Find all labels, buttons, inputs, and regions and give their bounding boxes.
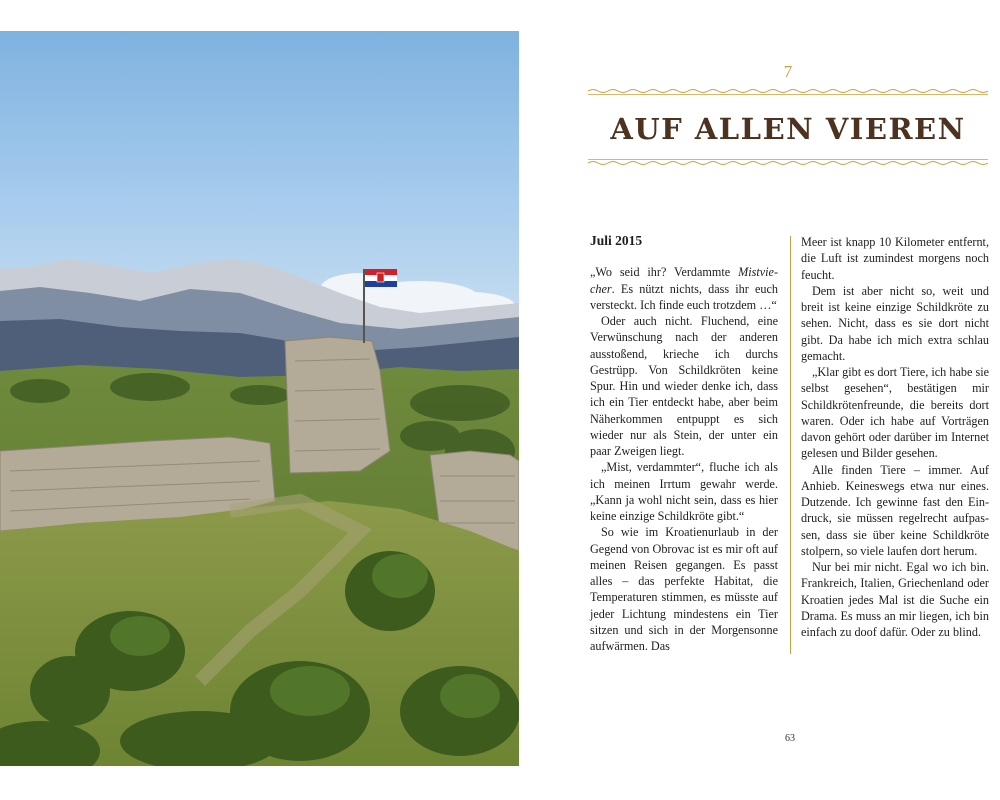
paragraph: So wie im Kroatienurlaub in der Gegend von Obrovac ist es mir oft auf meinen Reisen gegangen. Es passt alles – das perfekte Habitat, die Temperaturen stimmen, es müsste auf jeder Lichtung mindestens ein Tier sitzen und sich in der Morgensonne aufwärmen. Das — [590, 525, 778, 653]
chapter-number: 7 — [783, 62, 793, 81]
paragraph: Meer ist knapp 10 Kilometer entfernt, die Luft ist zumindest morgens noch feucht. — [801, 235, 989, 282]
paragraph: „Mist, verdammter“, fluche ich als ich meinen Irrtum gewahr werde. „Kann ja wohl nicht sein, dass es hier keine einzige Schildkröte gibt.“ — [590, 460, 778, 523]
paragraph: Dem ist aber nicht so, weit und breit ist keine einzige Schildkröte zu sehen. Nicht, dass es sie dort nicht gibt. Da habe ich mich extra schlau gemacht. — [801, 283, 989, 363]
ornament-rule-top — [588, 88, 988, 96]
paragraph: Alle finden Tiere – immer. Auf Anhieb. Keineswegs etwa nur eines. Dutzende. Ich gewinne fast den Eindruck, sie müssen regelrecht aufpassen, dass sie über keine Schildkröte stolpern, so viele laufen dort herum. — [801, 462, 989, 558]
text-column-right — [801, 234, 989, 640]
paragraph: „Wo seid ihr? Verdammte Mistviecher. Es nützt nichts, dass ihr euch versteckt. Ich finde euch trotzdem …“ — [590, 265, 778, 312]
paragraph: Nur bei mir nicht. Egal wo ich bin. Frankreich, Italien, Griechenland oder Kroatien jedes Mal ist die Suche ein Drama. Es muss an mir liegen, ich bin einfach zu doof dafür. Oder zu blind. — [801, 560, 989, 639]
ornament-rule-bottom — [588, 158, 988, 166]
landscape-photo — [0, 31, 519, 766]
column-divider — [790, 236, 791, 654]
paragraph: Oder auch nicht. Fluchend, eine Verwünschung nach der anderen ausstoßend, krieche ich durchs Gestrüpp. Von Schildkröten keine Spur. Hin und wieder denke ich, dass ich ein Tier entdeckt habe, aber beim Näherkommen entpuppt es sich wieder nur als Stein, der unter ein paar Zweigen liegt. — [590, 314, 778, 458]
section-heading: Juli 2015 — [590, 233, 643, 248]
page-number: 63 — [785, 733, 795, 744]
emphasis: Mistviecher — [590, 265, 778, 296]
croatian-flag — [365, 269, 397, 287]
chapter-title: AUF ALLEN VIEREN — [610, 112, 966, 146]
text-column-left — [590, 233, 778, 654]
paragraph: „Klar gibt es dort Tiere, ich habe sie selbst gesehen“, bestätigen mir Schildkrötenfreunde, die bereits dort waren. Oder ich habe auf Vorträgen davon gehört oder darüber im Internet gelesen und Bilder gesehen. — [801, 365, 989, 461]
